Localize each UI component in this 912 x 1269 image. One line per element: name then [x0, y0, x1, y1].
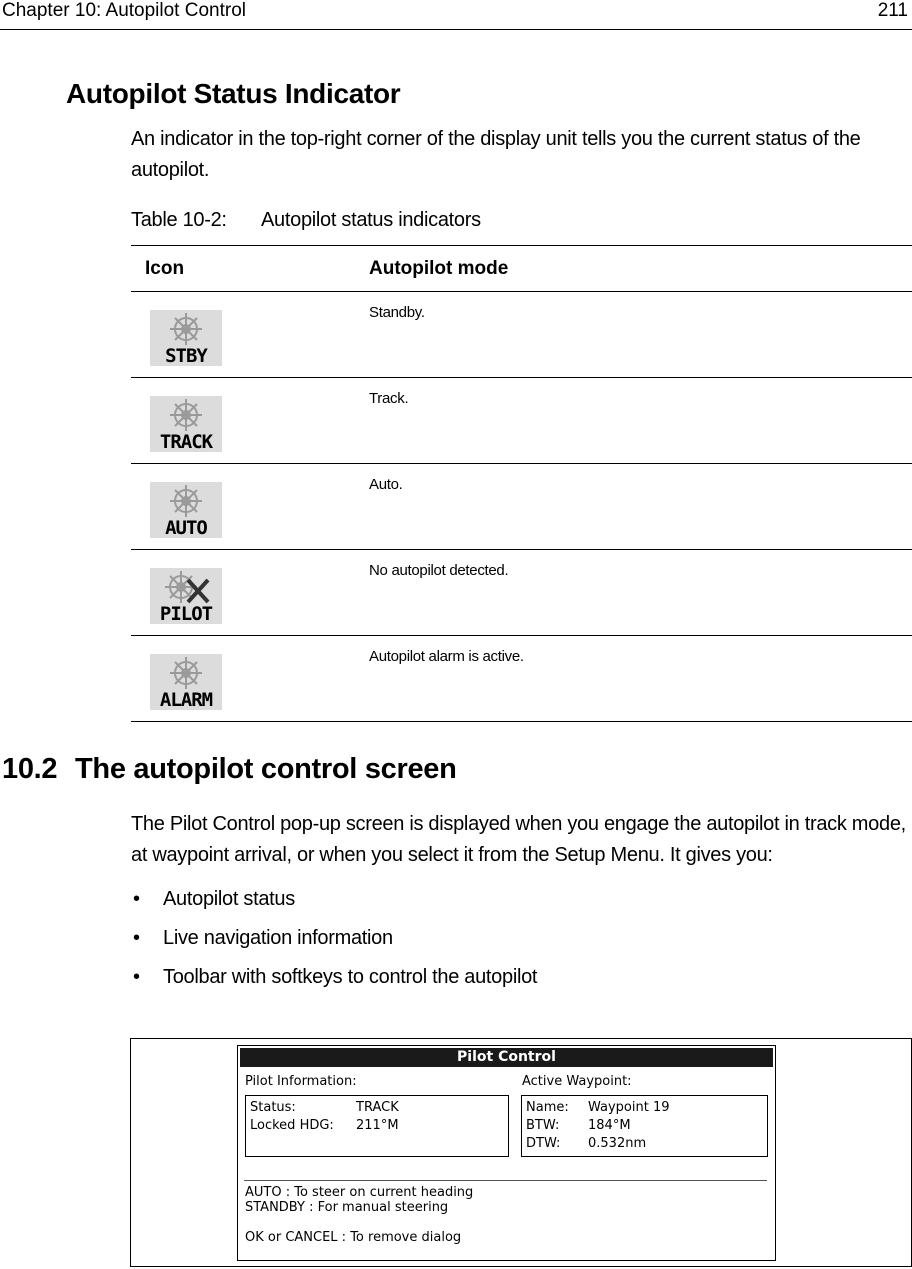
list-item-text: Live navigation information	[163, 927, 393, 949]
section-title: Autopilot Status Indicator	[66, 78, 401, 109]
dialog-separator	[244, 1180, 767, 1181]
waypoint-name-label: Name:	[526, 1100, 569, 1115]
section-heading	[2, 753, 457, 786]
waypoint-name-value: Waypoint 19	[588, 1100, 670, 1115]
helm-wheel-icon	[150, 310, 222, 350]
status-indicator-table	[131, 245, 912, 722]
auto-status-icon	[150, 482, 222, 538]
intro-paragraph: An indicator in the top-right corner of the display unit tells you the current status of the autopilot.	[131, 128, 861, 181]
pilot-info-box	[245, 1095, 509, 1157]
list-item-text: Autopilot status	[163, 888, 295, 910]
hint-standby: STANDBY : For manual steering	[245, 1200, 449, 1215]
dialog-title: Pilot Control	[240, 1048, 773, 1067]
helm-wheel-icon	[150, 396, 222, 436]
bullet-marker: •	[133, 888, 140, 910]
table-header-row	[131, 246, 912, 292]
header-rule	[0, 29, 912, 30]
track-status-icon	[150, 396, 222, 452]
helm-wheel-icon	[150, 654, 222, 694]
list-item-text: Toolbar with softkeys to control the autopilot	[163, 966, 538, 988]
mode-description: Autopilot alarm is active.	[369, 648, 524, 665]
stby-status-icon	[150, 310, 222, 366]
bullet-marker: •	[133, 927, 140, 949]
table-row	[131, 464, 912, 550]
icon-label: TRACK	[159, 431, 213, 452]
icon-label: PILOT	[159, 603, 213, 624]
pilot-control-figure	[130, 1038, 912, 1267]
icon-label: AUTO	[165, 517, 207, 538]
mode-description: Track.	[369, 390, 409, 407]
active-waypoint-box	[521, 1095, 768, 1157]
mode-description: No autopilot detected.	[369, 562, 509, 579]
table-caption-title: Autopilot status indicators	[261, 209, 481, 231]
pilot-status-icon	[150, 568, 222, 624]
page-number: 211	[877, 0, 908, 21]
pilot-info-label: Pilot Information:	[245, 1074, 357, 1089]
btw-value: 184°M	[588, 1118, 631, 1133]
icon-label: ALARM	[159, 689, 213, 710]
status-value: TRACK	[356, 1100, 399, 1115]
table-caption	[131, 209, 481, 232]
section-title: The autopilot control screen	[75, 753, 457, 785]
dtw-value: 0.532nm	[588, 1136, 647, 1151]
pilot-control-dialog	[237, 1045, 776, 1261]
table-row	[131, 550, 912, 636]
column-header-mode: Autopilot mode	[369, 258, 509, 279]
helm-wheel-icon	[150, 482, 222, 522]
mode-description: Standby.	[369, 304, 425, 321]
table-row	[131, 636, 912, 722]
running-header-chapter: Chapter 10: Autopilot Control	[2, 0, 246, 21]
icon-label: STBY	[165, 345, 207, 366]
bullet-marker: •	[133, 966, 140, 988]
hint-ok-cancel: OK or CANCEL : To remove dialog	[245, 1230, 462, 1245]
table-caption-number: Table 10-2:	[131, 209, 227, 231]
dtw-label: DTW:	[526, 1136, 561, 1151]
locked-hdg-label: Locked HDG:	[250, 1118, 334, 1133]
active-waypoint-label: Active Waypoint:	[522, 1074, 632, 1089]
hint-auto: AUTO : To steer on current heading	[245, 1185, 474, 1200]
table-row	[131, 292, 912, 378]
helm-wheel-crossed-icon	[150, 568, 222, 608]
section-number: 10.2	[2, 753, 58, 785]
alarm-status-icon	[150, 654, 222, 710]
mode-description: Auto.	[369, 476, 403, 493]
column-header-icon: Icon	[145, 258, 185, 279]
locked-hdg-value: 211°M	[356, 1118, 399, 1133]
table-row	[131, 378, 912, 464]
status-label: Status:	[250, 1100, 296, 1115]
btw-label: BTW:	[526, 1118, 560, 1133]
section-paragraph: The Pilot Control pop-up screen is displayed when you engage the autopilot in track mode, at waypoint arrival, or when you select it from the Setup Menu. It gives you:	[131, 813, 906, 866]
